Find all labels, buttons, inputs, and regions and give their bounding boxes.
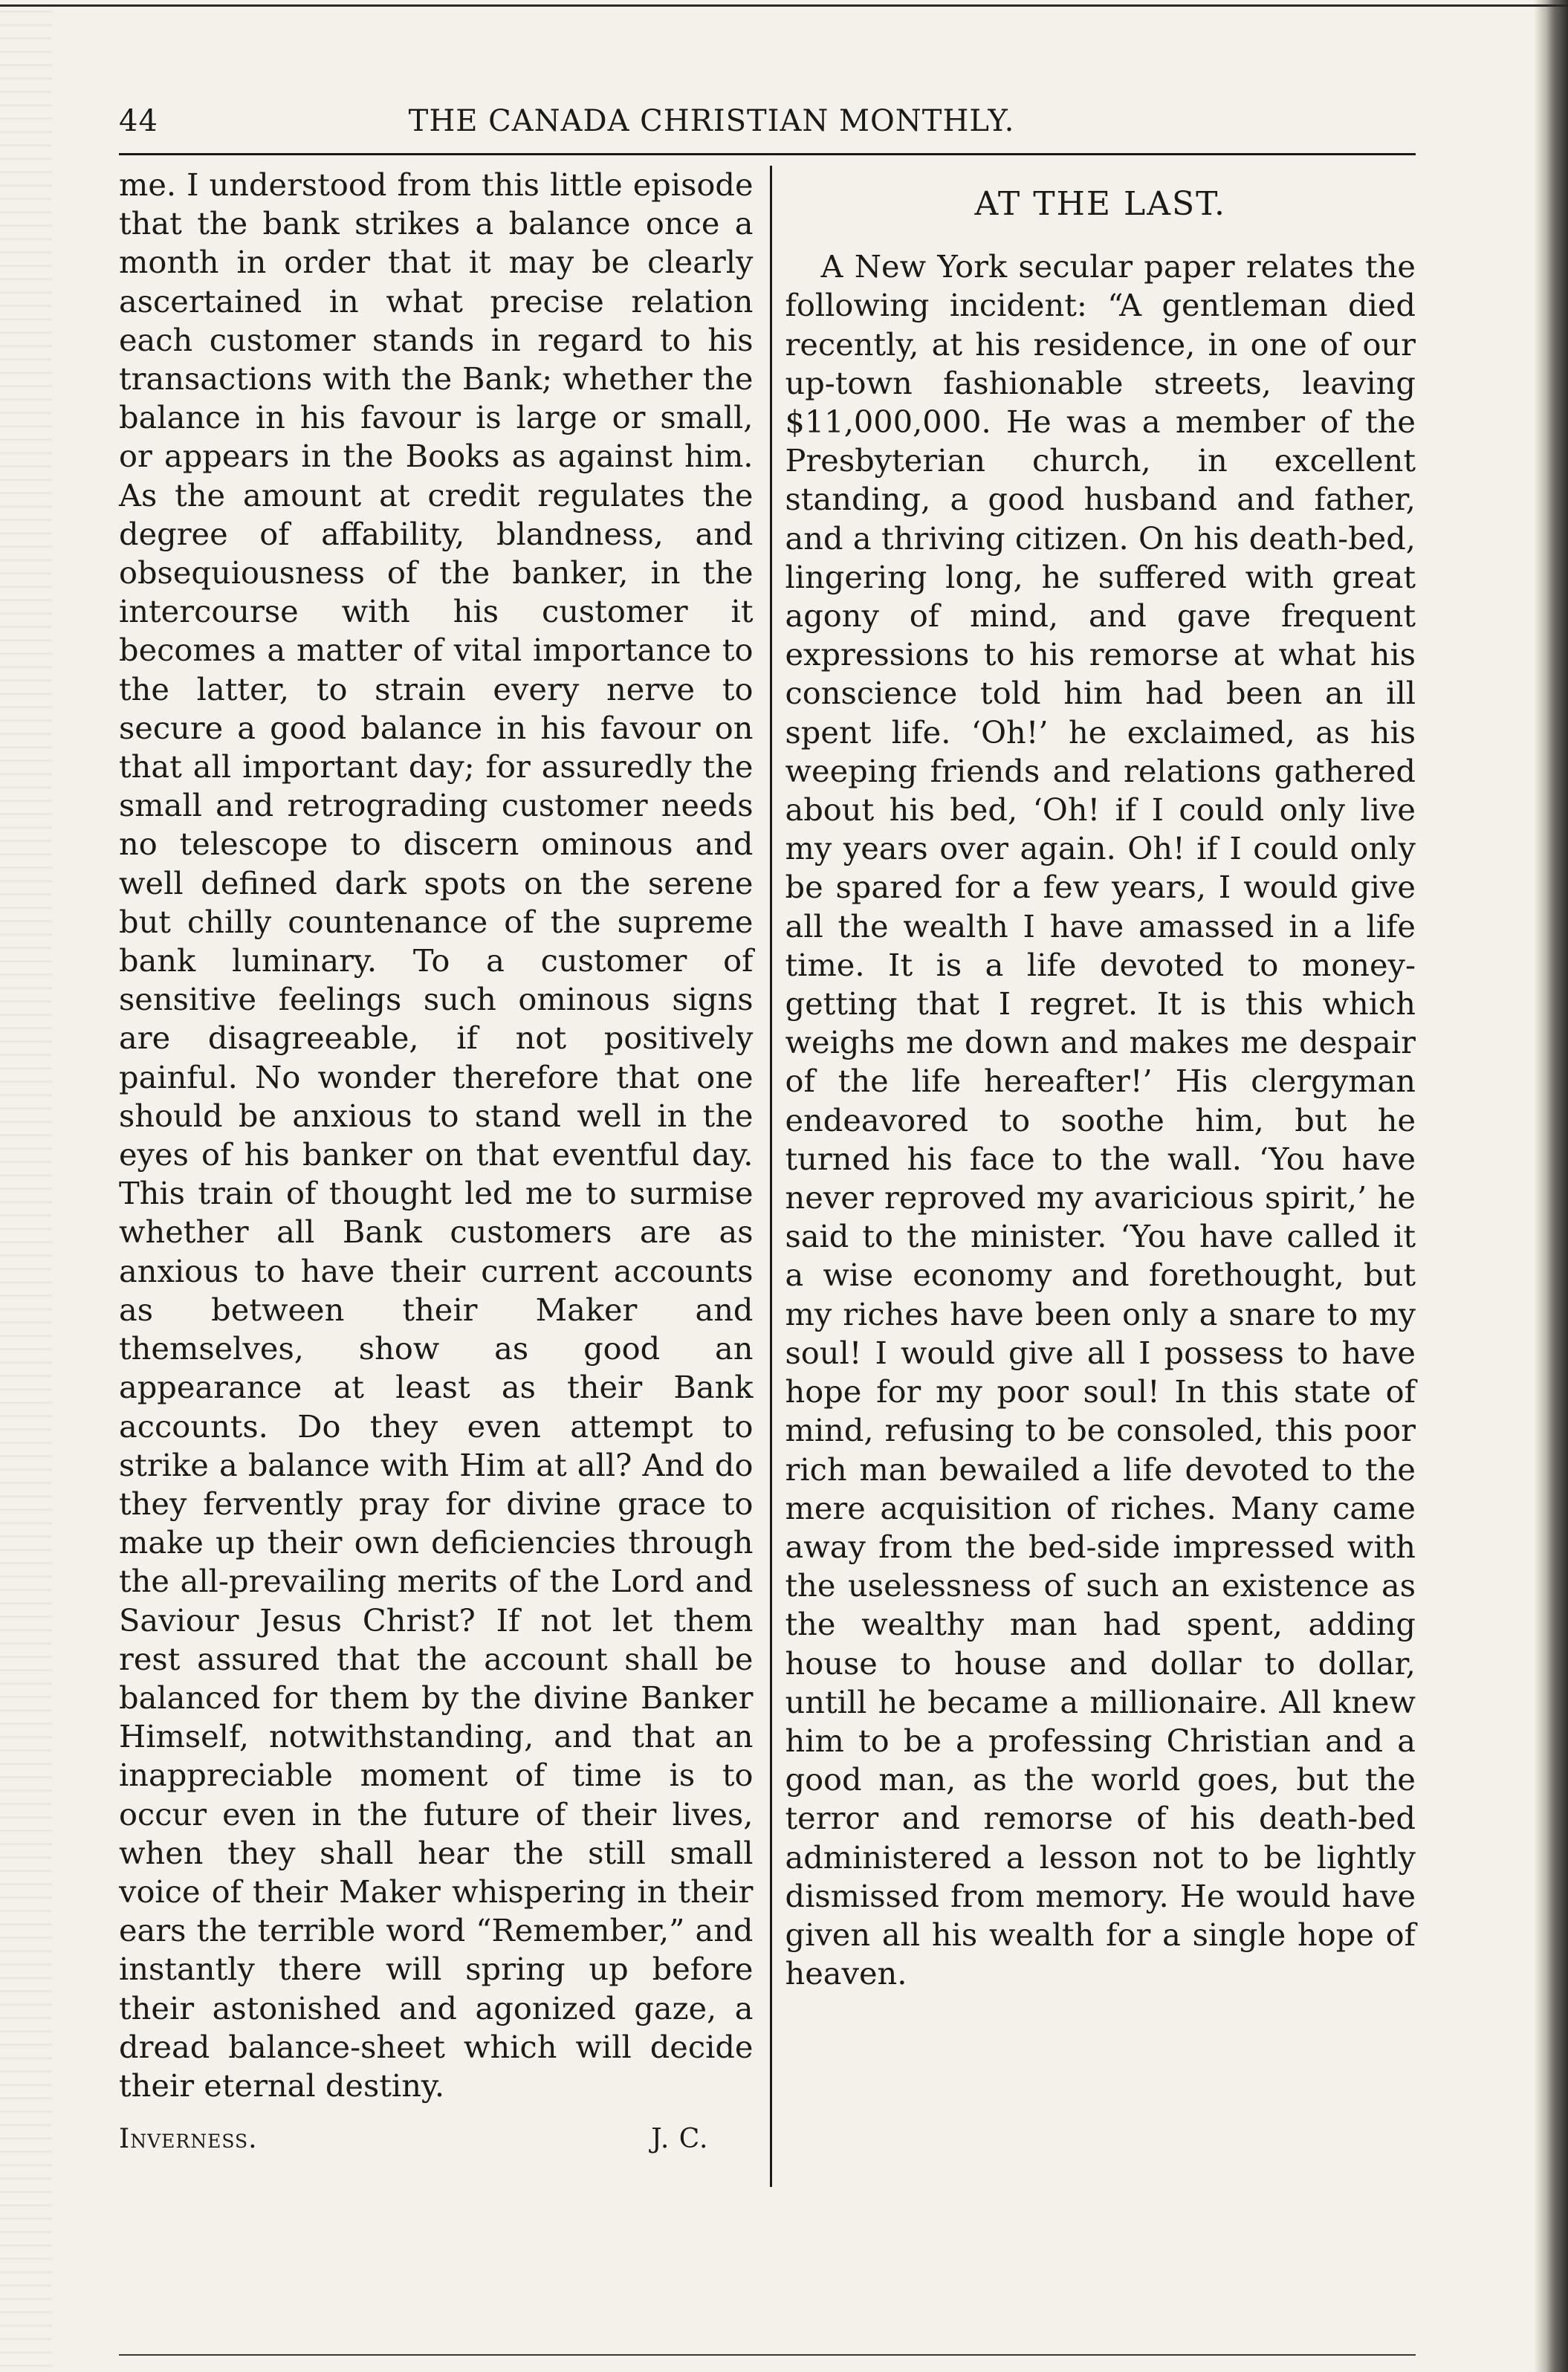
bottom-rule [119, 2354, 1416, 2356]
journal-title: THE CANADA CHRISTIAN MONTHLY. [408, 104, 1015, 138]
article-title: AT THE LAST. [974, 185, 1227, 223]
signoff-place: Inverness. [119, 2124, 258, 2155]
top-rule [0, 4, 1568, 7]
scan-edge-right [1534, 0, 1568, 2372]
article-columns [119, 166, 1416, 2187]
header-rule [119, 153, 1416, 155]
page-number: 44 [119, 104, 158, 138]
signoff [119, 2120, 754, 2159]
signoff-initials: J. C. [651, 2124, 709, 2155]
column-divider [770, 166, 772, 2187]
left-column-text: me. I understood from this little episode that the bank strikes a balance once a month in order that it may be clearly ascertained in what precise relation each customer stands in regard to his transactions with the Bank; whether the balance in his favour is large or small, or appears in the Books as against him. As the amount at credit regulates the degree of affability, blandness, and obsequiousness of the banker, in the intercourse with his customer it becomes a matter of vital importance to the latter, to strain every nerve to secure a good balance in his favour on that all important day; for assuredly the small and retrograding customer needs no telescope to discern ominous and well defined dark spots on the serene but chilly countenance of the supreme bank luminary. To a customer of sensitive feelings such ominous signs are disagreeable, if not positively painful. No wonder therefore that one should be anxious to stand well in the eyes of his banker on that eventful day. This train of thought led me to surmise whether all Bank customers are as anxious to have their current accounts as between their Maker and themselves, show as good an appearance at least as their Bank accounts. Do they even attempt to strike a balance with Him at all? And do they fervently pray for divine grace to make up their own deficiencies through the all-prevailing merits of the Lord and Saviour Jesus Christ? If not let them rest assured that the account shall be balanced for them by the divine Banker Himself, notwithstanding, and that an inappreciable moment of time is to occur even in the future of their lives, when they shall hear the still small voice of their Maker whispering in their ears the terrible word “Remember,” and instantly there will spring up before their astonished and agonized gaze, a dread balance-sheet which will decide their eternal destiny. [119, 166, 754, 2104]
right-column [785, 166, 1416, 2187]
page [119, 104, 1416, 2187]
right-column-text: A New York secular paper relates the following incident: “A gentleman died recently, at his residence, in one of our up-town fashionable streets, leaving $11,000,000. He was a member of the Presbyterian church, in excellent standing, a good husband and father, and a thriving citizen. On his death-bed, lingering long, he suffered with great agony of mind, and gave frequent expressions to his remorse at what his conscience told him had been an ill spent life. ‘Oh!’ he exclaimed, as his weeping friends and relations gathered about his bed, ‘Oh! if I could only live my years over again. Oh! if I could only be spared for a few years, I would give all the wealth I have amassed in a life time. It is a life devoted to money-getting that I regret. It is this which weighs me down and makes me despair of the life hereafter!’ His clergyman endeavored to soothe him, but he turned his face to the wall. ‘You have never reproved my avaricious spirit,’ he said to the minister. ‘You have called it a wise economy and forethought, but my riches have been only a snare to my soul! I would give all I possess to have hope for my poor soul! In this state of mind, refusing to be consoled, this poor rich man bewailed a life devoted to the mere acquisition of riches. Many came away from the bed-side impressed with the uselessness of such an existence as the wealthy man had spent, adding house to house and dollar to dollar, untill he became a millionaire. All knew him to be a professing Christian and a good man, as the world goes, but the terror and remorse of his death-bed administered a lesson not to be lightly dismissed from memory. He would have given all his wealth for a single hope of heaven. [785, 248, 1416, 1992]
left-column [119, 166, 754, 2187]
scan-edge-left [0, 0, 52, 2372]
running-head [119, 104, 1416, 149]
